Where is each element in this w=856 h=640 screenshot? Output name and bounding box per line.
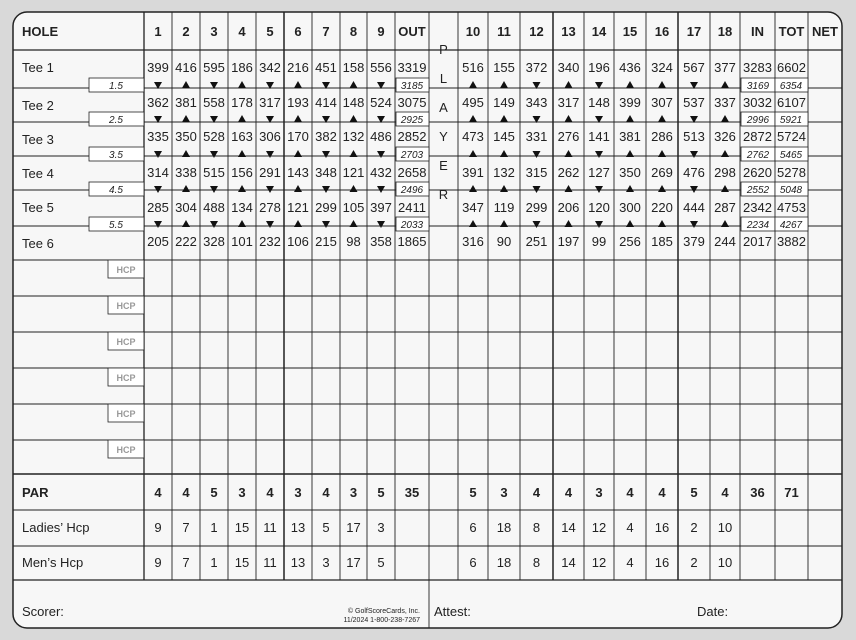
yardage: 106 [287,234,309,249]
yardage: 132 [493,165,515,180]
hole-number: 11 [497,24,511,39]
yardage: 206 [557,200,580,215]
hole-number: 15 [622,24,638,39]
par-value: 5 [210,485,218,500]
hcp-value: 10 [717,520,733,535]
combo-tot: 6354 [779,81,803,92]
yardage: 232 [259,234,281,249]
hcp-value: 17 [346,555,361,570]
par-value: 5 [690,485,698,500]
yardage: 186 [231,60,253,75]
attest-label: Attest: [434,604,471,619]
player-letter: P [439,42,448,57]
hole-number: 4 [238,24,246,39]
par-value: 5 [377,485,385,500]
scorer-label: Scorer: [22,604,64,619]
yardage: 331 [525,129,548,144]
hcp-value: 5 [322,520,330,535]
yardage: 307 [651,95,673,110]
yardage: 105 [342,200,365,215]
par-value: 4 [182,485,190,500]
yardage: 278 [259,200,281,215]
hcp-label: HCP [116,265,136,275]
hole-number: 18 [717,24,733,39]
hole-number: 13 [561,24,576,39]
hcp-value: 14 [561,520,576,535]
yardage: 215 [315,234,337,249]
hcp-value: 7 [182,520,190,535]
hcp-value: 6 [469,555,477,570]
hcp-value: 12 [591,555,607,570]
yardage: 269 [651,165,673,180]
yardage: 558 [203,95,225,110]
credit-line: 11/2024 1-800-238-7267 [343,617,420,624]
yardage: 299 [315,200,337,215]
hcp-value: 2 [690,555,698,570]
yardage: 362 [147,95,169,110]
combo-out: 3185 [400,81,424,92]
yardage: 262 [557,165,580,180]
hcp-value: 7 [182,555,190,570]
yardage: 205 [147,234,169,249]
tot-total: 4753 [777,200,806,215]
player-letter: E [439,158,448,173]
combo-label: 4.5 [109,185,123,196]
hcp-label: HCP [116,301,136,311]
yardage: 193 [287,95,309,110]
player-letter: Y [439,129,448,144]
yardage: 196 [588,60,610,75]
mens-hcp-label: Men’s Hcp [22,555,84,570]
par-in: 36 [750,485,765,500]
yardage: 285 [147,200,169,215]
par-value: 4 [154,485,162,500]
credit-line: © GolfScoreCards, Inc. [347,608,420,615]
yardage: 488 [203,200,225,215]
hcp-value: 3 [322,555,330,570]
yardage: 101 [231,234,253,249]
in-total: 3283 [743,60,772,75]
yardage: 170 [287,129,309,144]
tee-name: Tee 1 [22,60,54,75]
yardage: 324 [651,60,673,75]
combo-label: 3.5 [109,150,123,161]
out-label: OUT [398,24,426,39]
tot-total: 3882 [777,234,806,249]
yardage: 251 [525,234,548,249]
combo-in: 3169 [746,81,770,92]
hole-number: 2 [182,24,190,39]
par-label: PAR [22,485,49,500]
yardage: 287 [714,200,736,215]
player-letter: R [438,187,449,202]
yardage: 343 [525,95,548,110]
yardage: 381 [619,129,641,144]
in-total: 2872 [743,129,772,144]
out-total: 3319 [397,60,427,75]
hcp-value: 4 [626,520,634,535]
hcp-value: 4 [626,555,634,570]
yardage: 120 [588,200,610,215]
yardage: 163 [231,129,253,144]
hcp-value: 10 [717,555,733,570]
tot-label: TOT [778,24,805,39]
tot-total: 5278 [777,165,806,180]
yardage: 314 [147,165,169,180]
yardage: 350 [175,129,197,144]
hcp-value: 5 [377,555,385,570]
yardage: 145 [493,129,515,144]
yardage: 220 [651,200,673,215]
yardage: 377 [714,60,736,75]
yardage: 348 [315,165,337,180]
tee-name: Tee 2 [22,98,54,113]
hcp-value: 16 [654,555,670,570]
combo-out: 2925 [400,115,424,126]
yardage: 338 [175,165,197,180]
yardage: 185 [651,234,673,249]
hcp-value: 17 [346,520,361,535]
yardage: 326 [714,129,736,144]
yardage: 495 [462,95,484,110]
tee-name: Tee 3 [22,132,54,147]
yardage: 99 [591,234,607,249]
yardage: 397 [370,200,392,215]
yardage: 119 [493,200,515,215]
in-total: 2342 [743,200,772,215]
combo-tot: 4267 [779,220,803,231]
in-total: 3032 [743,95,772,110]
yardage: 347 [462,200,484,215]
hcp-value: 6 [469,520,477,535]
hcp-value: 11 [263,520,277,535]
net-label: NET [812,24,838,39]
combo-out: 2496 [400,185,424,196]
yardage: 299 [525,200,548,215]
par-value: 3 [294,485,302,500]
yardage: 391 [462,165,484,180]
combo-label: 5.5 [109,220,123,231]
hcp-label: HCP [116,337,136,347]
date-label: Date: [697,604,729,619]
yardage: 350 [619,165,641,180]
combo-in: 2762 [746,150,770,161]
hcp-value: 14 [561,555,576,570]
yardage: 178 [231,95,253,110]
hole-number: 12 [529,24,544,39]
hcp-value: 15 [234,520,250,535]
combo-out: 2703 [400,150,424,161]
tee-name: Tee 5 [22,200,54,215]
par-value: 3 [238,485,246,500]
yardage: 286 [651,129,673,144]
yardage: 143 [287,165,309,180]
yardage: 340 [557,60,580,75]
yardage: 222 [175,234,197,249]
hcp-value: 3 [377,520,385,535]
yardage: 306 [259,129,281,144]
yardage: 132 [342,129,365,144]
hcp-value: 13 [290,520,306,535]
yardage: 156 [231,165,253,180]
par-value: 3 [349,485,358,500]
yardage: 379 [683,234,705,249]
hole-number: 7 [322,24,330,39]
in-total: 2017 [743,234,772,249]
in-total: 2620 [743,165,772,180]
par-value: 4 [721,485,729,500]
hole-number: 16 [654,24,670,39]
combo-out: 2033 [400,220,424,231]
yardage: 291 [259,165,281,180]
out-total: 2658 [397,165,427,180]
yardage: 516 [462,60,484,75]
hcp-value: 15 [234,555,250,570]
hcp-value: 12 [591,520,607,535]
yardage: 436 [619,60,641,75]
yardage: 524 [370,95,392,110]
yardage: 155 [493,60,515,75]
player-letter: A [439,100,448,115]
hcp-value: 18 [496,555,512,570]
combo-in: 2234 [746,220,770,231]
par-tot: 71 [784,485,799,500]
yardage: 515 [203,165,225,180]
combo-tot: 5048 [779,185,803,196]
par-value: 5 [469,485,477,500]
yardage: 304 [175,200,197,215]
hcp-value: 1 [210,520,218,535]
tee-name: Tee 6 [22,236,54,251]
par-value: 4 [322,485,330,500]
hcp-value: 9 [154,520,162,535]
tot-total: 6107 [777,95,806,110]
yardage: 328 [203,234,225,249]
yardage: 300 [619,200,641,215]
hcp-value: 1 [210,555,218,570]
hcp-value: 8 [532,555,541,570]
hcp-label: HCP [116,409,136,419]
out-total: 2411 [398,200,426,215]
yardage: 121 [287,200,309,215]
yardage: 149 [493,95,515,110]
yardage: 127 [588,165,610,180]
combo-label: 1.5 [109,81,123,92]
par-value: 4 [658,485,666,500]
yardage: 342 [259,60,281,75]
yardage: 98 [346,234,361,249]
tee-name: Tee 4 [22,166,54,181]
hole-number: 14 [591,24,607,39]
yardage: 567 [683,60,705,75]
out-total: 2852 [397,129,427,144]
yardage: 399 [619,95,641,110]
yardage: 317 [557,95,580,110]
hcp-value: 2 [690,520,698,535]
yardage: 158 [342,60,365,75]
yardage: 416 [175,60,197,75]
yardage: 451 [315,60,337,75]
yardage: 444 [683,200,705,215]
yardage: 256 [619,234,641,249]
hcp-value: 18 [496,520,512,535]
out-total: 3075 [397,95,427,110]
yardage: 382 [315,129,337,144]
yardage: 372 [525,60,548,75]
yardage: 486 [370,129,392,144]
yardage: 317 [259,95,281,110]
yardage: 513 [683,129,705,144]
yardage: 556 [370,60,392,75]
hcp-value: 16 [654,520,670,535]
hole-number: 1 [154,24,162,39]
yardage: 537 [683,95,705,110]
yardage: 216 [287,60,309,75]
yardage: 141 [588,129,610,144]
yardage: 148 [588,95,610,110]
yardage: 528 [203,129,225,144]
hcp-label: HCP [116,445,136,455]
hole-number: 5 [266,24,274,39]
yardage: 121 [342,165,365,180]
hcp-label: HCP [116,373,136,383]
hole-number: 9 [377,24,385,39]
combo-in: 2996 [746,115,770,126]
hole-number: 6 [294,24,302,39]
yardage: 90 [496,234,512,249]
hcp-value: 13 [290,555,306,570]
yardage: 595 [203,60,225,75]
yardage: 316 [462,234,484,249]
combo-tot: 5465 [779,150,803,161]
yardage: 134 [231,200,253,215]
out-total: 1865 [397,234,427,249]
hole-number: 8 [349,24,358,39]
yardage: 276 [557,129,580,144]
yardage: 337 [714,95,736,110]
yardage: 148 [342,95,365,110]
par-value: 3 [595,485,603,500]
yardage: 473 [462,129,484,144]
hole-label: HOLE [22,24,59,39]
hcp-value: 11 [263,555,277,570]
combo-in: 2552 [746,185,770,196]
hole-number: 10 [465,24,481,39]
hcp-value: 8 [532,520,541,535]
tot-total: 5724 [777,129,806,144]
yardage: 399 [147,60,169,75]
yardage: 381 [175,95,197,110]
par-value: 3 [500,485,508,500]
par-value: 4 [532,485,541,500]
hole-number: 17 [686,24,702,39]
par-value: 4 [564,485,573,500]
combo-tot: 5921 [779,115,803,126]
combo-label: 2.5 [109,115,123,126]
yardage: 476 [683,165,705,180]
yardage: 197 [557,234,580,249]
tot-total: 6602 [777,60,806,75]
yardage: 432 [370,165,392,180]
yardage: 244 [714,234,736,249]
yardage: 315 [525,165,548,180]
yardage: 298 [714,165,736,180]
hcp-value: 9 [154,555,162,570]
par-value: 4 [626,485,634,500]
hole-number: 3 [210,24,218,39]
player-letter: L [439,71,448,86]
yardage: 414 [315,95,337,110]
yardage: 358 [370,234,392,249]
par-out: 35 [404,485,420,500]
ladies-hcp-label: Ladies’ Hcp [22,520,90,535]
par-value: 4 [266,485,274,500]
in-label: IN [751,24,764,39]
yardage: 335 [147,129,169,144]
